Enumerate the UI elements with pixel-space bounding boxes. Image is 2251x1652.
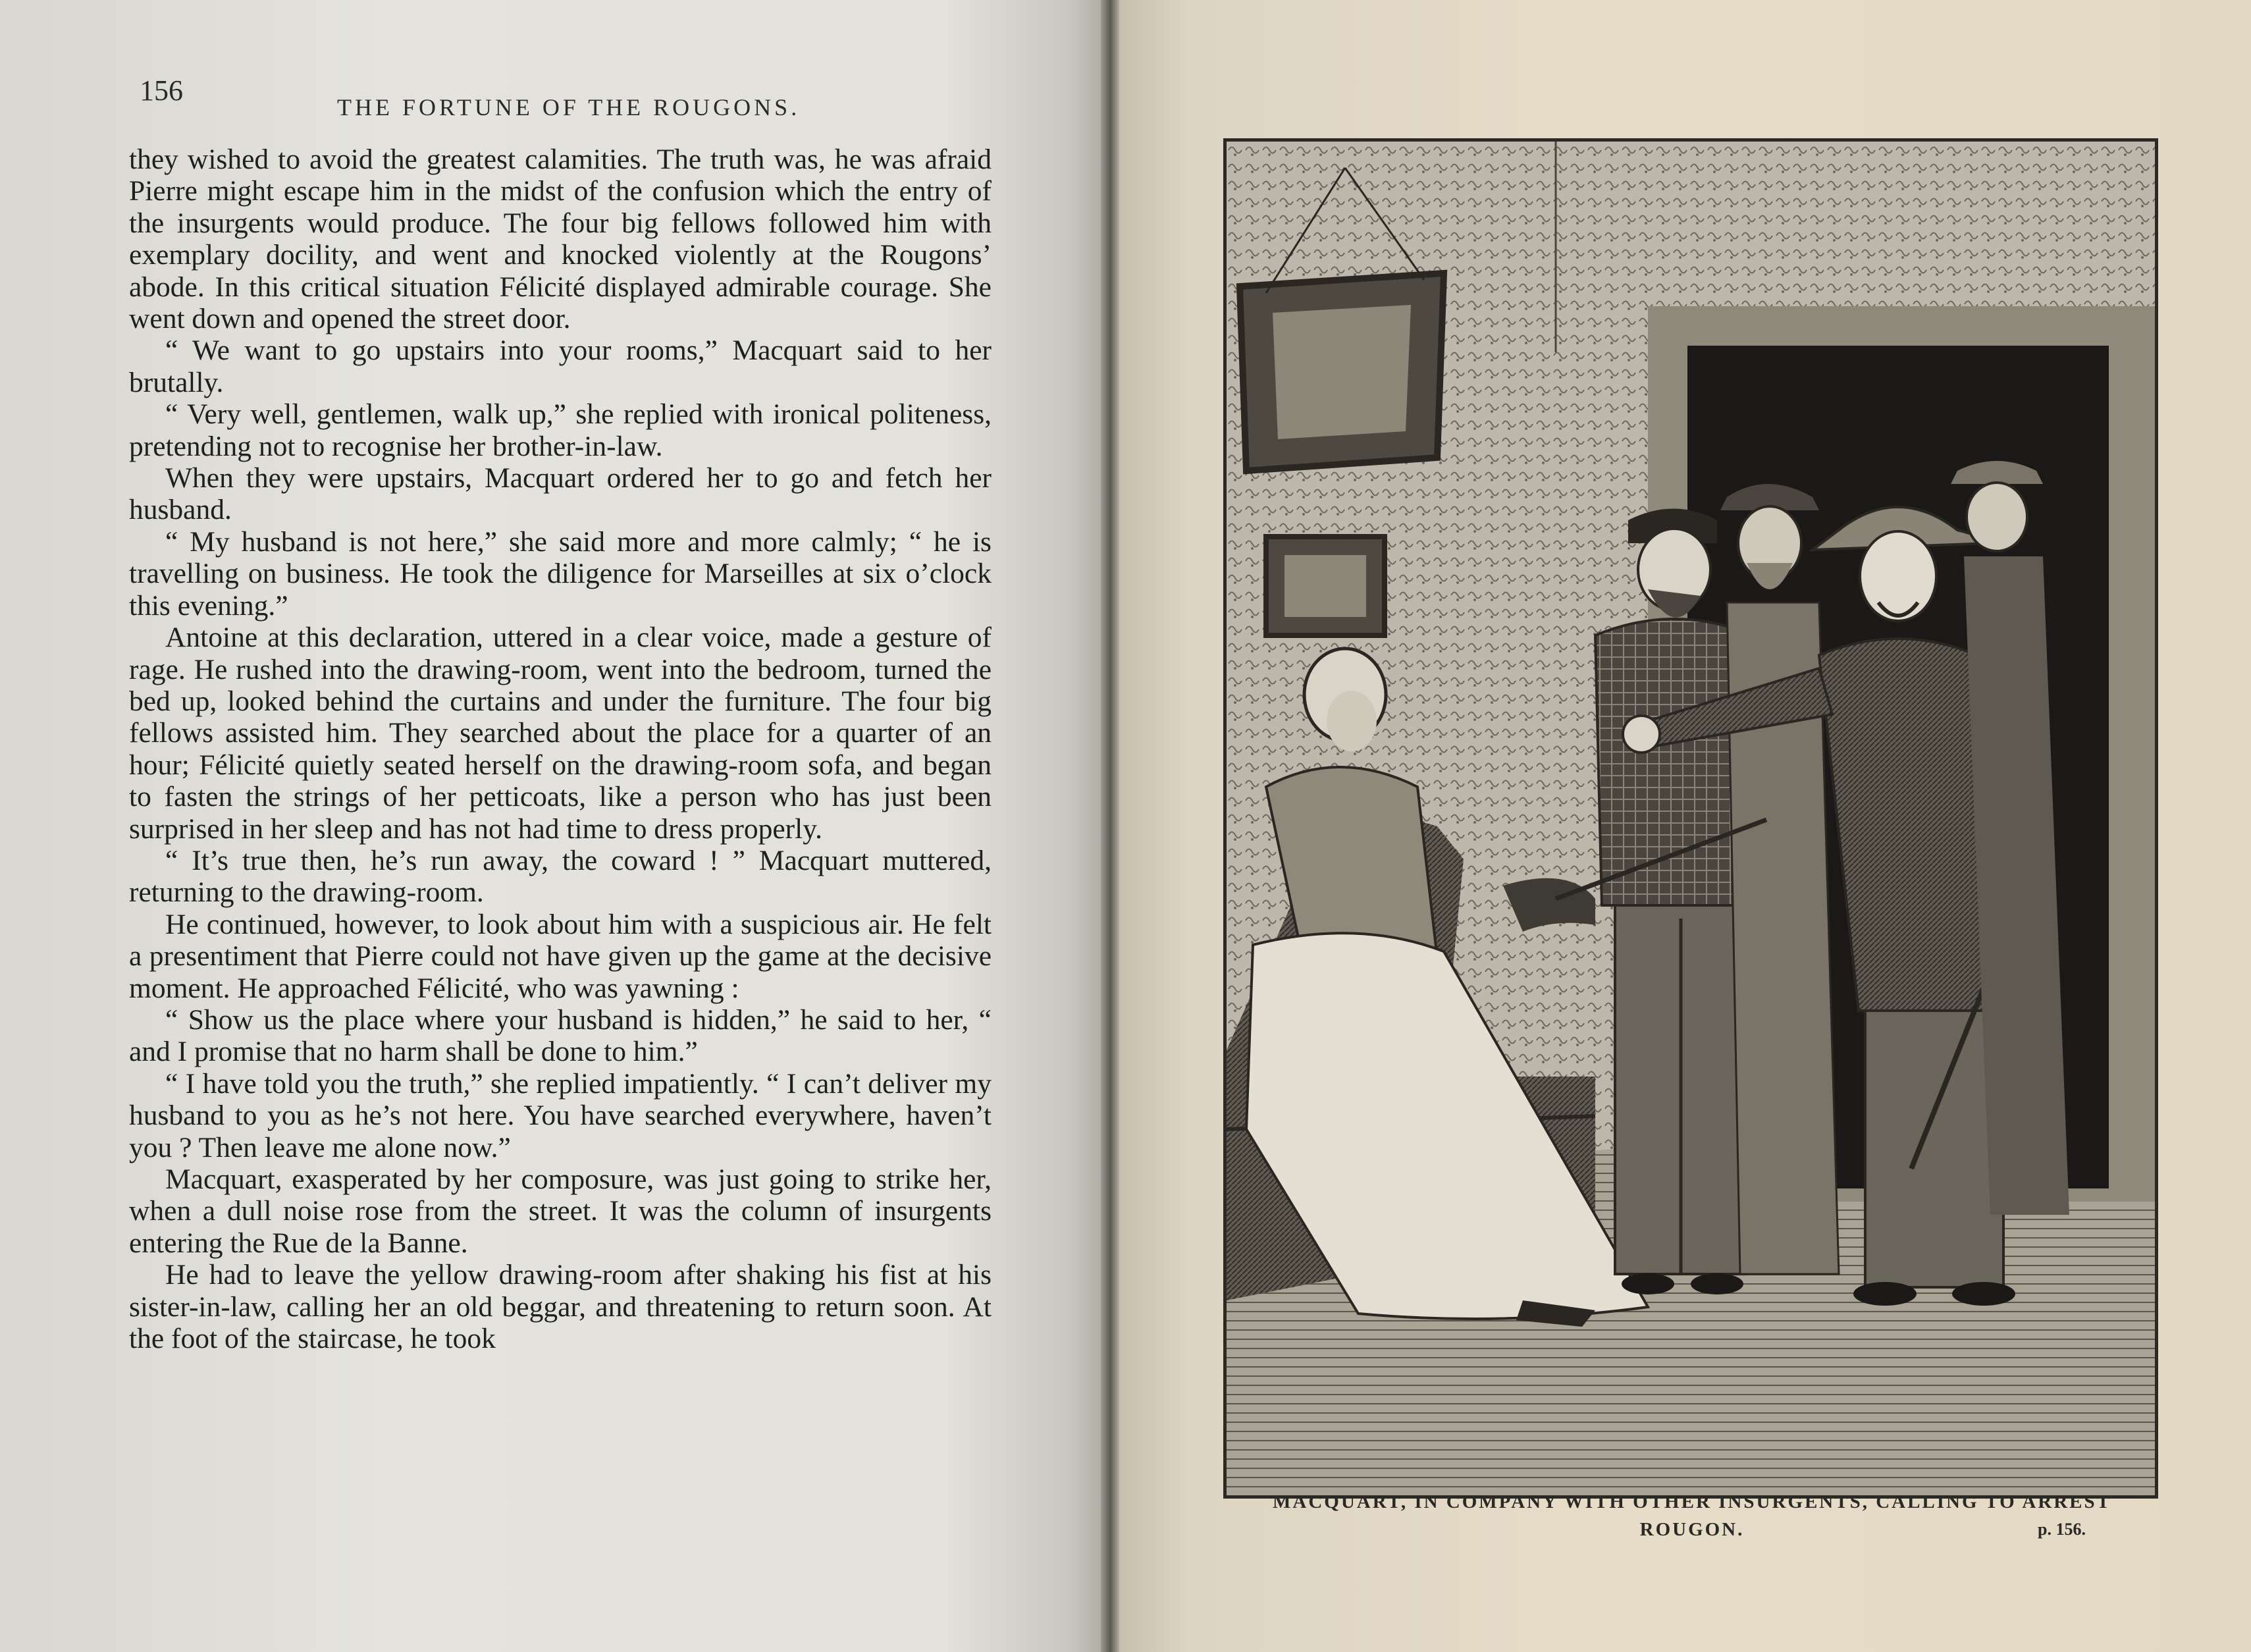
- paragraph: “ I have told you the truth,” she replied impatiently. “ I can’t deliver my husband to you as he’s not here. You have searched everywhere, haven’t you ? Then leave me alone now.”: [129, 1067, 992, 1163]
- paragraph: He had to leave the yellow drawing-room after shaking his fist at his sister-in-law, calling her an old beggar, and threatening to return soon. At the foot of the staircase, he took: [129, 1259, 992, 1355]
- paragraph: “ Show us the place where your husband is hidden,” he said to her, “ and I promise that no harm shall be done to him.”: [129, 1003, 992, 1068]
- paragraph: “ Very well, gentlemen, walk up,” she replied with ironical politeness, pretending not to recognise her brother-in-law.: [129, 398, 992, 462]
- paragraph: Antoine at this declaration, uttered in a clear voice, made a gesture of rage. He rushed into the drawing-room, went into the bedroom, turned the bed up, looked behind the curtains and under the furniture. The four big fellows assisted him. They searched about the place for a quarter of an hour; Félicité quietly seated herself on the drawing-room sofa, and began to fasten the strings of her petticoats, like a person who has just been surprised in her sleep and has not had time to dress properly.: [129, 622, 992, 845]
- engraving-drawing: [1227, 142, 2155, 1495]
- plate-page-reference: p. 156.: [2038, 1520, 2086, 1539]
- paragraph: Macquart, exasperated by her composure, was just going to strike her, when a dull noise rose from the street. It was the column of insurgents entering the Rue de la Banne.: [129, 1163, 992, 1259]
- paragraph: they wished to avoid the greatest calamities. The truth was, he was afraid Pierre might escape him in the midst of the confusion which the entry of the insurgents would produce. The four big fellows followed him with exemplary docility, and went and knocked violently at the Rougons’ abode. In this critical situation Félicité displayed admirable courage. She went down and opened the street door.: [129, 144, 992, 335]
- engraving-illustration: [1223, 138, 2158, 1499]
- paragraph: “ My husband is not here,” she said more and more calmly; “ he is travelling on business. He took the diligence for Marseilles at six o’clock this evening.”: [129, 525, 992, 622]
- page-number: 156: [140, 74, 183, 107]
- left-page: [0, 0, 1113, 1652]
- paragraph: When they were upstairs, Macquart ordered her to go and fetch her husband.: [129, 462, 992, 526]
- paragraph: “ It’s true then, he’s run away, the coward ! ” Macquart muttered, returning to the drawing-room.: [129, 844, 992, 909]
- running-head: THE FORTUNE OF THE ROUGONS.: [337, 94, 801, 120]
- paragraph: “ We want to go upstairs into your rooms,” Macquart said to her brutally.: [129, 334, 992, 398]
- paragraph: He continued, however, to look about him with a suspicious air. He felt a presentiment that Pierre could not have given up the game at the decisive moment. He approached Félicité, who was yawning :: [129, 908, 992, 1004]
- framed-picture-small: [1266, 537, 1385, 635]
- illustration-caption: MACQUART, IN COMPANY WITH OTHER INSURGENTS, CALLING TO ARREST ROUGON.: [1273, 1491, 2111, 1540]
- body-text: [129, 144, 992, 1354]
